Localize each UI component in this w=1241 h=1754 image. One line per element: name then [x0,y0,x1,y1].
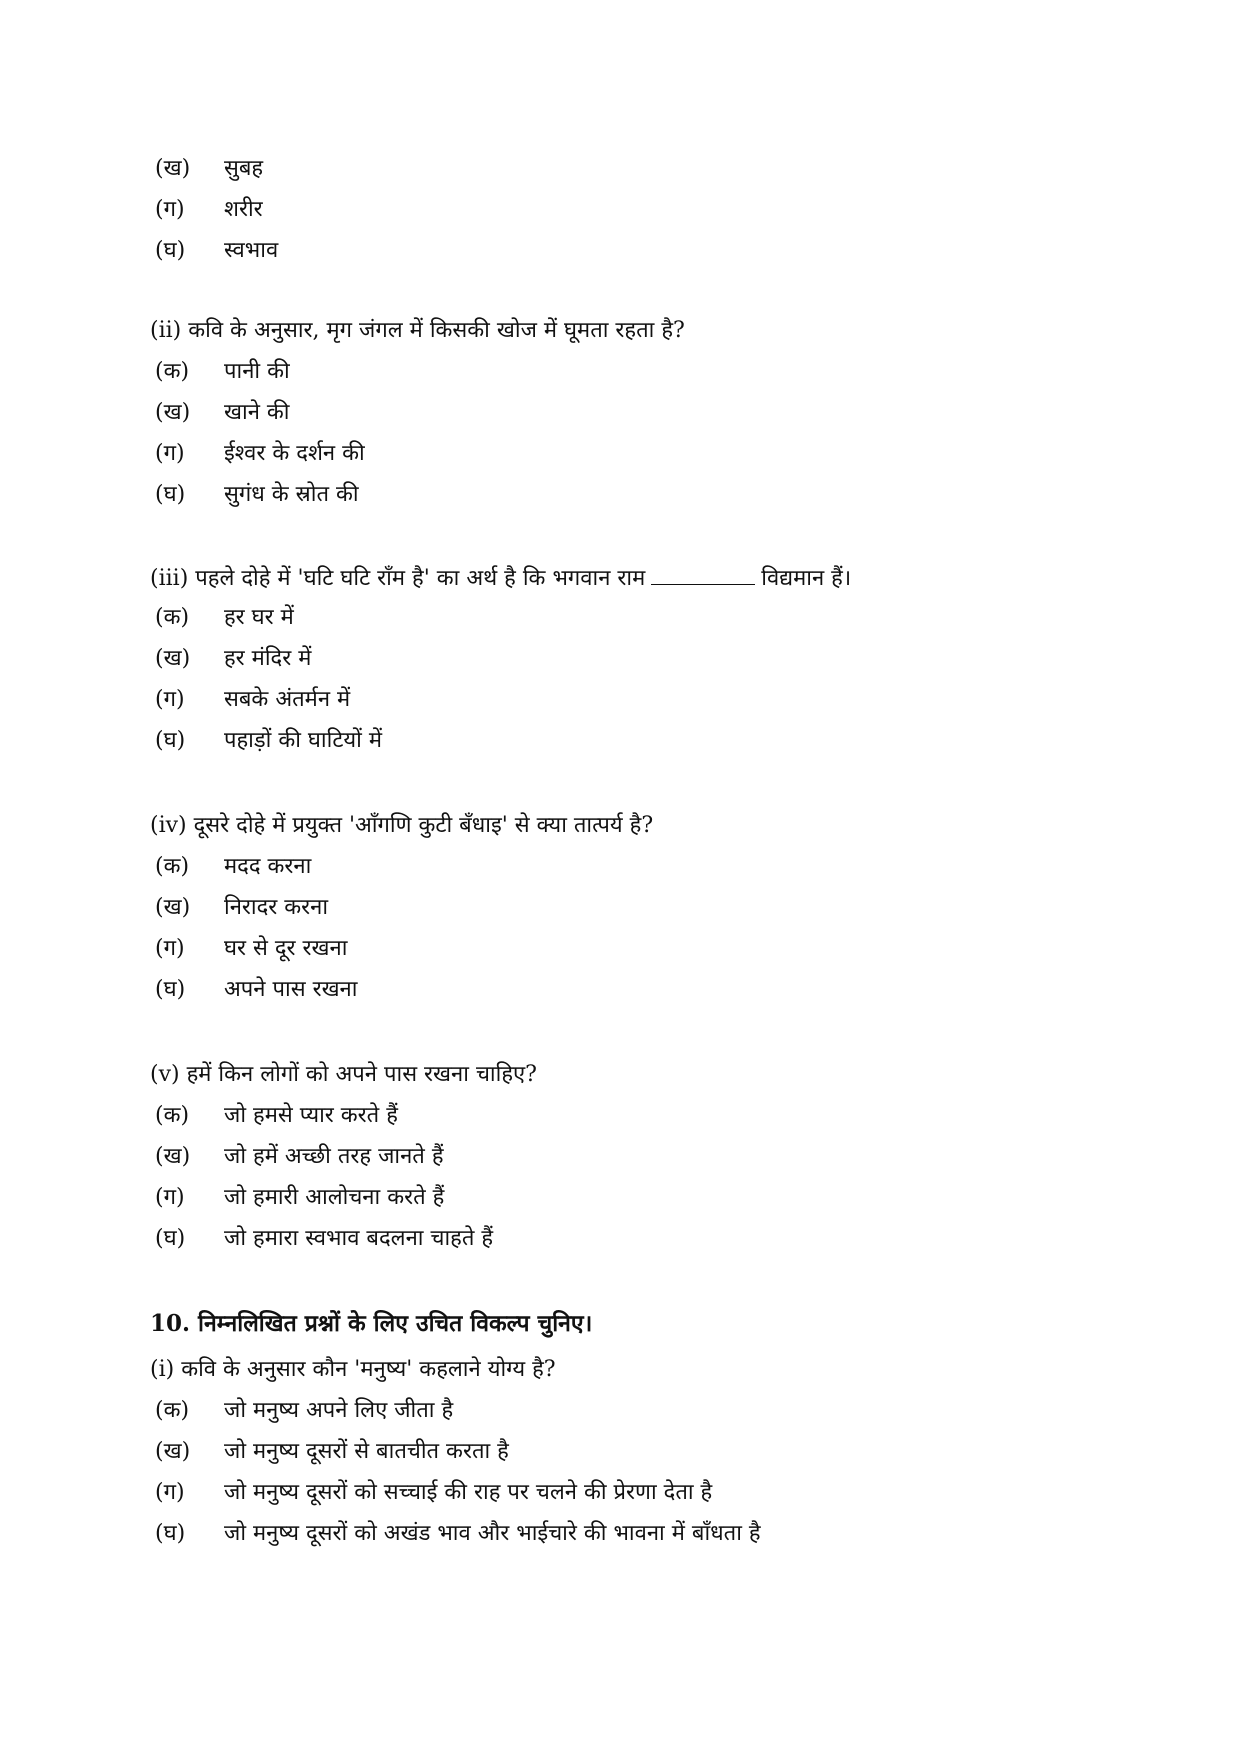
option [0,1183,1241,1224]
option [0,1519,1241,1560]
option-label: (ग) [155,1480,185,1505]
question-text: (ii) कवि के अनुसार, मृग जंगल में किसकी खोज में घूमता रहता है? [150,318,685,343]
option-text: सुगंध के स्रोत की [224,482,359,507]
option-label: (ग) [155,441,185,466]
option [0,726,1241,767]
option [0,644,1241,685]
option [0,893,1241,934]
question-text-after: विद्यमान हैं। [761,566,852,591]
option-text: मदद करना [224,854,312,879]
option [0,852,1241,893]
option-text: शरीर [224,197,263,222]
option-label: (क) [155,359,190,384]
option [0,685,1241,726]
option-label: (क) [155,854,190,879]
option-label: (ख) [155,1144,191,1169]
option [0,480,1241,521]
option-text: जो हमें अच्छी तरह जानते हैं [224,1144,444,1169]
option-label: (ग) [155,936,185,961]
option-label: (क) [155,1398,190,1423]
option-label: (ग) [155,197,185,222]
option-text: पानी की [224,359,290,384]
option-text: जो मनुष्य अपने लिए जीता है [224,1398,454,1423]
option [0,195,1241,236]
option-label: (क) [155,1103,190,1128]
option-label: (ख) [155,1439,191,1464]
option [0,1101,1241,1142]
option-text: हर मंदिर में [224,646,312,671]
option [0,975,1241,1016]
option-label: (घ) [155,1226,186,1251]
option-text: निरादर करना [224,895,329,920]
option-label: (क) [155,605,190,630]
option-text: सुबह [224,156,264,181]
option-text: जो हमारा स्वभाव बदलना चाहते हैं [224,1226,494,1251]
option-label: (ग) [155,687,185,712]
option-label: (घ) [155,1521,186,1546]
option [0,154,1241,195]
option-text: पहाड़ों की घाटियों में [224,728,383,753]
option-text: जो हमसे प्यार करते हैं [224,1103,398,1128]
option-text: जो मनुष्य दूसरों को सच्चाई की राह पर चलने की प्रेरणा देता है [224,1480,713,1505]
option-text: जो मनुष्य दूसरों से बातचीत करता है [224,1439,509,1464]
option-label: (ख) [155,646,191,671]
option-label: (घ) [155,977,186,1002]
option-label: (घ) [155,728,186,753]
option [0,1478,1241,1519]
option [0,439,1241,480]
fill-blank [651,562,755,585]
option-text: घर से दूर रखना [224,936,348,961]
option-text: अपने पास रखना [224,977,358,1002]
question-text: (iv) दूसरे दोहे में प्रयुक्त 'आँगणि कुटी बँधाइ' से क्या तात्पर्य है? [150,813,654,838]
option [0,603,1241,644]
option-label: (ख) [155,400,191,425]
option-label: (घ) [155,482,186,507]
option-label: (घ) [155,238,186,263]
question-text: (v) हमें किन लोगों को अपने पास रखना चाहिए? [150,1062,537,1087]
option-label: (ख) [155,156,191,181]
option-text: हर घर में [224,605,294,630]
section-heading: 10. निम्नलिखित प्रश्नों के लिए उचित विकल्प चुनिए। [150,1310,593,1337]
option [0,1224,1241,1265]
option-text: जो हमारी आलोचना करते हैं [224,1185,445,1210]
option-text: खाने की [224,400,290,425]
option-label: (ख) [155,895,191,920]
option-text: सबके अंतर्मन में [224,687,351,712]
option [0,1396,1241,1437]
option [0,1437,1241,1478]
option [0,236,1241,277]
question-text [150,562,851,594]
option [0,934,1241,975]
option-text: स्वभाव [224,238,279,263]
question-text: (i) कवि के अनुसार कौन 'मनुष्य' कहलाने योग्य है? [150,1357,556,1382]
option [0,357,1241,398]
option [0,1142,1241,1183]
option-label: (ग) [155,1185,185,1210]
option-text: जो मनुष्य दूसरों को अखंड भाव और भाईचारे की भावना में बाँधता है [224,1521,761,1546]
question-text-before: (iii) पहले दोहे में 'घटि घटि राँम है' का अर्थ है कि भगवान राम [150,566,646,591]
option-text: ईश्वर के दर्शन की [224,441,365,466]
option [0,398,1241,439]
